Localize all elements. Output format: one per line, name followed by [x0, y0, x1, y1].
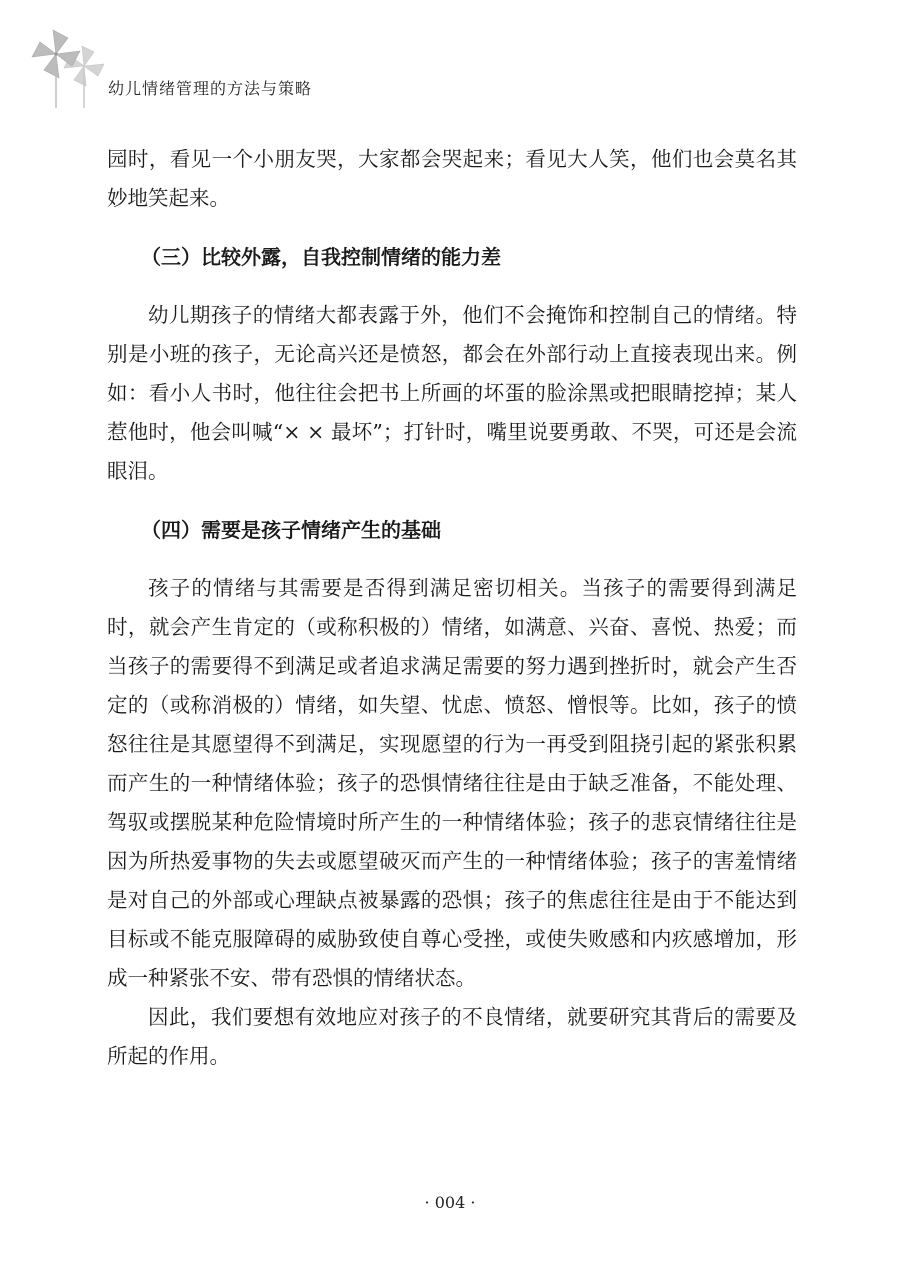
section-heading-4: （四）需要是孩子情绪产生的基础	[141, 518, 441, 542]
paragraph-conclusion: 因此，我们要想有效地应对孩子的不良情绪，就要研究其背后的需要及所起的作用。	[107, 1005, 797, 1068]
page-body	[107, 140, 797, 1076]
paragraph-continuation: 园时，看见一个小朋友哭，大家都会哭起来；看见大人笑，他们也会莫名其妙地笑起来。	[107, 147, 797, 210]
page-number: · 004 ·	[424, 1193, 476, 1212]
running-header-title: 幼儿情绪管理的方法与策略	[108, 79, 313, 98]
pinwheel-icon	[30, 28, 110, 108]
section-heading-3: （三）比较外露，自我控制情绪的能力差	[141, 245, 501, 269]
paragraph-needs-basis: 孩子的情绪与其需要是否得到满足密切相关。当孩子的需要得到满足时，就会产生肯定的（或称积极的）情绪，如满意、兴奋、喜悦、热爱；而当孩子的需要得不到满足或者追求满足需要的努力遇到挫折时，就会产生否定的（或称消极的）情绪，如失望、忧虑、愤怒、憎恨等。比如，孩子的愤怒往往是其愿望得不到满足，实现愿望的行为一再受到阻挠引起的紧张积累而产生的一种情绪体验；孩子的恐惧情绪往往是由于缺乏准备，不能处理、驾驭或摆脱某种危险情境时所产生的一种情绪体验；孩子的悲哀情绪往往是因为所热爱事物的失去或愿望破灭而产生的一种情绪体验；孩子的害羞情绪是对自己的外部或心理缺点被暴露的恐惧；孩子的焦虑往往是由于不能达到目标或不能克服障碍的威胁致使自尊心受挫，或使失败感和内疚感增加，形成一种紧张不安、带有恐惧的情绪状态。	[107, 576, 797, 990]
page-header	[0, 0, 900, 120]
paragraph-emotion-expression: 幼儿期孩子的情绪大都表露于外，他们不会掩饰和控制自己的情绪。特别是小班的孩子，无论高兴还是愤怒，都会在外部行动上直接表现出来。例如：看小人书时，他往往会把书上所画的坏蛋的脸涂黑或把眼睛挖掉；某人惹他时，他会叫喊“× × 最坏”；打针时，嘴里说要勇敢、不哭，可还是会流眼泪。	[107, 303, 797, 483]
